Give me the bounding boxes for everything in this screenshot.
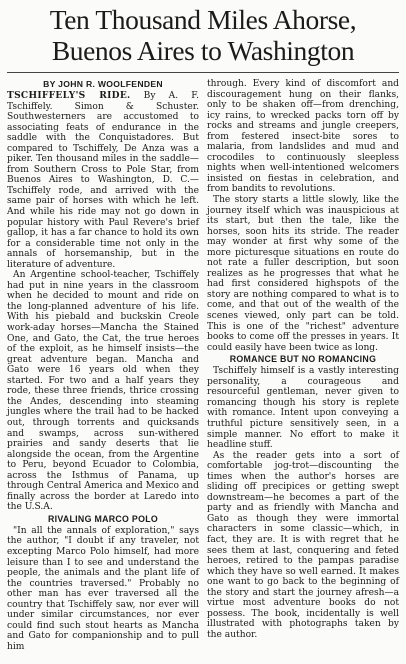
byline: BY JOHN R. WOOLFENDEN [43, 79, 163, 89]
paragraph: The story starts a little slowly, like the journey itself which was inauspicious at its start, but then the tale, like the horses, soon hits its stride. The reader may wonder at first why some of the more picturesque situations en route do not rate a fuller description, but soon realizes as he progresses that what he had first considered highspots of the story are nothing compared to what is to come, and that out of the wealth of the scenes viewed, only part can be told. This is one of the "richest" adventure books to come off the presses in years. It could easily have been twice as long. [207, 195, 399, 353]
paragraph-text: Southwesterners are accustomed to associating feats of endurance in the saddle with the Conquistadores. But compared to Tschiffely, De Anza was a piker. Ten thousand miles in the saddle—from Southern Cross to Pole Star, from Buenos Aires to Washington, D. C.—Tschiffely rode, and arrived with the same pair of horses with which he left. And while his ride may not go down in popular history with Paul Revere's brief gallop, it has a far chance to hold its own for a considerable time not only in the annals of horsemanship, but in the literature of adventure. [7, 112, 199, 270]
column-right [207, 79, 399, 652]
column-left [7, 79, 199, 652]
headline-line-1: Ten Thousand Miles Ahorse, [49, 4, 357, 35]
headline-line-2: Buenos Aires to Washington [51, 35, 355, 66]
paragraph-continued: through. Every kind of discomfort and discouragement hung on their flanks, only to be shaken off—from drenching, icy rains, to wrecked packs torn off by rocks and streams and jungle creepers, from festered insect-bite sores to malaria, from landslides and mud and crocodiles to continuously sleepless nights when well-intentioned welcomers insisted on fiestas in celebration, and from bandits to revolutions. [207, 79, 399, 195]
article-headline [7, 4, 399, 66]
review-intro-paragraph [7, 91, 199, 270]
paragraph: As the reader gets into a sort of comfortable jog-trot—discounting the times when the author's horses are sliding off precipices or getting swept downstream—he becomes a part of the party and as friendly with Mancha and Gato as though they were immortal characters in some classic—which, in fact, they are. It is with regret that he sees them at last, conquering and feted heroes, retired to the pampas paradise which they have so well earned. It makes one want to go back to the beginning of the story and start the journey afresh—a virtue most adventure books do not possess. The book, incidentally is well illustrated with photographs taken by the author. [207, 450, 399, 640]
headline-rule [7, 72, 399, 73]
paragraph: Tschiffely himself is a vastly interesting personality, a courageous and resourceful gentleman, never given to romancing though his story is replete with romance. Intent upon conveying a truthful picture sensitively seen, in a simple manner. No effort to make it headline stuff. [207, 366, 399, 451]
paragraph: "In all the annals of exploration," says the author, "I doubt if any traveler, not excepting Marco Polo himself, had more leisure than I to see and understand the people, the animals and the plant life of the countries traversed." Probably no other man has ever traversed all the country that Tschiffely saw, nor ever will under similar circumstances, nor ever could find such stout hearts as Mancha and Gato for companionship and to pull him [7, 525, 199, 652]
paragraph: An Argentine school-teacher, Tschiffely had put in nine years in the classroom when he decided to mount and ride on the long-planned adventure of his life. With his piebald and buckskin Creole work-aday horses—Mancha the Stained One, and Gato, the Cat, the true heroes of the exploit, as he himself insists—the great adventure began. Mancha and Gato were 16 years old when they started. For two and a half years they rode, these three friends, thrice crossing the Andes, descending into steaming jungles where the trail had to be hacked out, through torrents and quicksands and swamps, across sun-withered prairies and sandy deserts that lie alongside the ocean, from the Argentine to Peru, beyond Ecuador to Colombia, across the Isthmus of Panama, up through Central America and Mexico and finally across the border at Laredo into the U.S.A. [7, 270, 199, 513]
book-author: By A. F. Tschiffely. [7, 91, 199, 112]
book-publisher: Simon & Schuster. [74, 101, 199, 112]
subhead-romance-but-no-romancing: ROMANCE BUT NO ROMANCING [229, 354, 377, 365]
subhead-rivaling-marco-polo: RIVALING MARCO POLO [47, 513, 159, 524]
article-columns [7, 79, 399, 652]
book-title: TSCHIFFELY'S RIDE. [7, 90, 131, 101]
